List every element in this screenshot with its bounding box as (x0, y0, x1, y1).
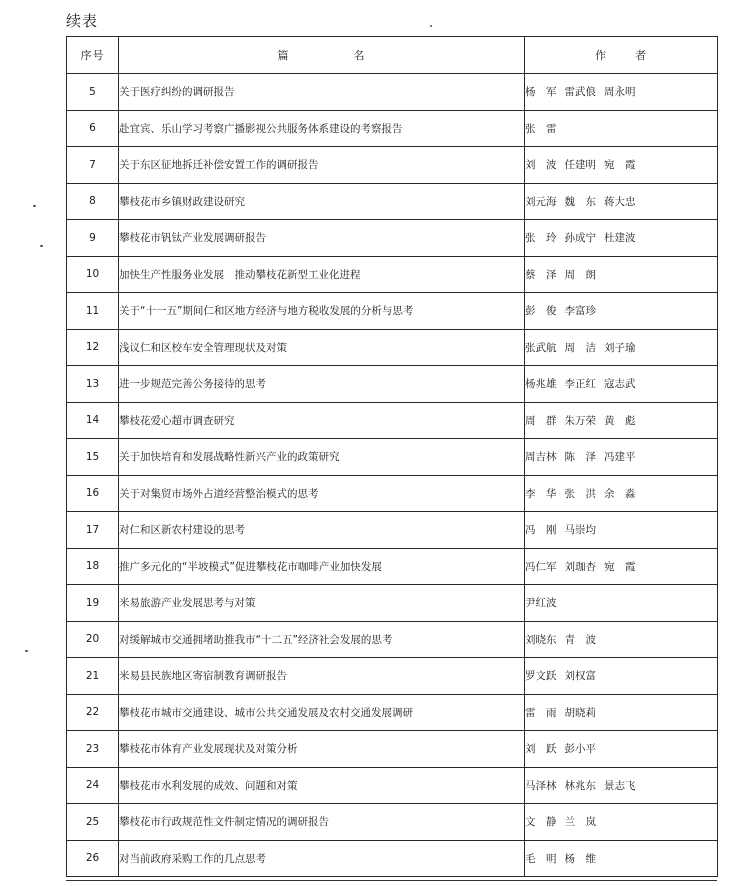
author-name: 景志飞 (604, 779, 636, 792)
author-name: 毛 明 (525, 852, 557, 865)
bottom-rule (66, 880, 717, 881)
author-name: 马崇均 (564, 524, 596, 537)
author-name: 魏 东 (564, 195, 596, 208)
row-number: 22 (67, 694, 119, 731)
table-body (67, 74, 718, 877)
author-name: 任建明 (564, 159, 596, 172)
row-authors (525, 439, 718, 476)
row-title: 攀枝花市体育产业发展现状及对策分析 (119, 731, 525, 768)
table-row (67, 475, 718, 512)
header-number: 序号 (67, 37, 119, 74)
row-number: 13 (67, 366, 119, 403)
author-name: 寇志武 (604, 378, 636, 391)
author-name: 余 淼 (604, 487, 636, 500)
row-number: 25 (67, 804, 119, 841)
author-name: 杨 军 (525, 86, 557, 99)
row-number: 14 (67, 402, 119, 439)
row-title: 关于“十一五”期间仁和区地方经济与地方税收发展的分析与思考 (119, 293, 525, 330)
row-title: 浅议仁和区校车安全管理现状及对策 (119, 329, 525, 366)
author-name: 罗文跃 (525, 670, 557, 683)
row-number: 5 (67, 74, 119, 111)
row-title: 对仁和区新农村建设的思考 (119, 512, 525, 549)
scan-speck (33, 205, 36, 207)
author-name: 雷武俍 (564, 86, 596, 99)
author-name: 刘珈杏 (564, 560, 596, 573)
row-authors (525, 74, 718, 111)
row-authors (525, 658, 718, 695)
table-row (67, 366, 718, 403)
row-title: 关于医疗纠纷的调研报告 (119, 74, 525, 111)
author-name: 李正红 (564, 378, 596, 391)
author-name: 周 朗 (564, 268, 596, 281)
table-row (67, 183, 718, 220)
author-name: 周永明 (604, 86, 636, 99)
row-authors (525, 804, 718, 841)
row-title: 加快生产性服务业发展 推动攀枝花新型工业化进程 (119, 256, 525, 293)
author-name: 刘元海 (525, 195, 557, 208)
row-number: 23 (67, 731, 119, 768)
author-name: 彭 俊 (525, 305, 557, 318)
author-name: 杜建波 (604, 232, 636, 245)
header-title-char: 名 (353, 49, 366, 62)
author-name: 宛 霞 (604, 560, 636, 573)
table-row (67, 731, 718, 768)
row-number: 26 (67, 840, 119, 877)
row-number: 20 (67, 621, 119, 658)
row-authors (525, 220, 718, 257)
author-name: 彭小平 (564, 743, 596, 756)
row-title: 关于加快培育和发展战略性新兴产业的政策研究 (119, 439, 525, 476)
row-title: 米易旅游产业发展思考与对策 (119, 585, 525, 622)
row-title: 对当前政府采购工作的几点思考 (119, 840, 525, 877)
row-authors (525, 183, 718, 220)
table-row (67, 220, 718, 257)
author-name: 李 华 (525, 487, 557, 500)
row-number: 8 (67, 183, 119, 220)
row-title: 攀枝花市行政规范性文件制定情况的调研报告 (119, 804, 525, 841)
scan-speck (430, 25, 432, 27)
row-title: 关于东区征地拆迁补偿安置工作的调研报告 (119, 147, 525, 184)
table-row (67, 256, 718, 293)
table-row (67, 147, 718, 184)
author-name: 文 静 (525, 816, 557, 829)
table-row (67, 585, 718, 622)
author-name: 刘晓东 (525, 633, 557, 646)
row-number: 24 (67, 767, 119, 804)
author-name: 冯仁军 (525, 560, 557, 573)
author-name: 刘权富 (564, 670, 596, 683)
row-number: 12 (67, 329, 119, 366)
author-name: 雷 雨 (525, 706, 557, 719)
author-name: 尹红波 (525, 597, 557, 610)
table-row (67, 402, 718, 439)
page-title: 续表 (66, 12, 99, 30)
row-number: 21 (67, 658, 119, 695)
row-title: 赴宜宾、乐山学习考察广播影视公共服务体系建设的考察报告 (119, 110, 525, 147)
row-title: 攀枝花市钒钛产业发展调研报告 (119, 220, 525, 257)
author-name: 朱万荣 (564, 414, 596, 427)
header-author-char: 作 (595, 49, 607, 62)
row-authors (525, 585, 718, 622)
author-name: 杨 维 (564, 852, 596, 865)
table-row (67, 767, 718, 804)
row-authors (525, 621, 718, 658)
row-title: 进一步规范完善公务接待的思考 (119, 366, 525, 403)
author-name: 周吉林 (525, 451, 557, 464)
author-name: 冯建平 (604, 451, 636, 464)
author-name: 张 洪 (564, 487, 596, 500)
row-authors (525, 329, 718, 366)
author-name: 马泽林 (525, 779, 557, 792)
row-authors (525, 512, 718, 549)
author-name: 刘子瑜 (604, 341, 636, 354)
scan-speck (40, 245, 43, 247)
row-authors (525, 147, 718, 184)
header-title-char: 篇 (277, 49, 290, 62)
header-author (525, 37, 718, 74)
row-authors (525, 256, 718, 293)
row-number: 17 (67, 512, 119, 549)
table-row (67, 293, 718, 330)
author-name: 刘 跃 (525, 743, 557, 756)
table-row (67, 329, 718, 366)
row-authors (525, 110, 718, 147)
author-name: 宛 霞 (604, 159, 636, 172)
row-title: 对缓解城市交通拥堵助推我市“十二五”经济社会发展的思考 (119, 621, 525, 658)
row-number: 9 (67, 220, 119, 257)
author-name: 冯 刚 (525, 524, 557, 537)
table-header (67, 37, 718, 74)
documents-table (66, 36, 718, 877)
row-number: 15 (67, 439, 119, 476)
row-number: 6 (67, 110, 119, 147)
author-name: 周 洁 (564, 341, 596, 354)
row-authors (525, 840, 718, 877)
row-number: 10 (67, 256, 119, 293)
row-number: 7 (67, 147, 119, 184)
table-row (67, 439, 718, 476)
row-title: 攀枝花市水利发展的成效、问题和对策 (119, 767, 525, 804)
row-authors (525, 475, 718, 512)
header-author-char: 者 (635, 49, 647, 62)
table-row (67, 658, 718, 695)
row-authors (525, 402, 718, 439)
row-title: 推广多元化的“半坡模式”促进攀枝花市咖啡产业加快发展 (119, 548, 525, 585)
author-name: 陈 泽 (564, 451, 596, 464)
row-title: 关于对集贸市场外占道经营整治模式的思考 (119, 475, 525, 512)
row-authors (525, 731, 718, 768)
author-name: 杨兆雄 (525, 378, 557, 391)
author-name: 李富珍 (564, 305, 596, 318)
row-number: 18 (67, 548, 119, 585)
row-number: 11 (67, 293, 119, 330)
table-row (67, 840, 718, 877)
author-name: 林兆东 (564, 779, 596, 792)
table-row (67, 548, 718, 585)
author-name: 张武航 (525, 341, 557, 354)
row-title: 米易县民族地区寄宿制教育调研报告 (119, 658, 525, 695)
row-number: 19 (67, 585, 119, 622)
row-authors (525, 694, 718, 731)
table-row (67, 621, 718, 658)
author-name: 蔡 泽 (525, 268, 557, 281)
table-row (67, 804, 718, 841)
author-name: 胡晓莉 (564, 706, 596, 719)
table-row (67, 110, 718, 147)
author-name: 蒋大忠 (604, 195, 636, 208)
row-authors (525, 366, 718, 403)
author-name: 黄 彪 (604, 414, 636, 427)
row-number: 16 (67, 475, 119, 512)
author-name: 张 雷 (525, 122, 557, 135)
author-name: 青 波 (564, 633, 596, 646)
table-row (67, 512, 718, 549)
table-row (67, 74, 718, 111)
row-title: 攀枝花市城市交通建设、城市公共交通发展及农村交通发展调研 (119, 694, 525, 731)
author-name: 周 群 (525, 414, 557, 427)
row-title: 攀枝花市乡镇财政建设研究 (119, 183, 525, 220)
author-name: 兰 岚 (564, 816, 596, 829)
author-name: 孙成宁 (564, 232, 596, 245)
row-authors (525, 767, 718, 804)
row-authors (525, 293, 718, 330)
author-name: 刘 波 (525, 159, 557, 172)
scan-speck (25, 650, 28, 652)
row-authors (525, 548, 718, 585)
row-title: 攀枝花爱心超市调查研究 (119, 402, 525, 439)
header-title (119, 37, 525, 74)
author-name: 张 玲 (525, 232, 557, 245)
table-row (67, 694, 718, 731)
